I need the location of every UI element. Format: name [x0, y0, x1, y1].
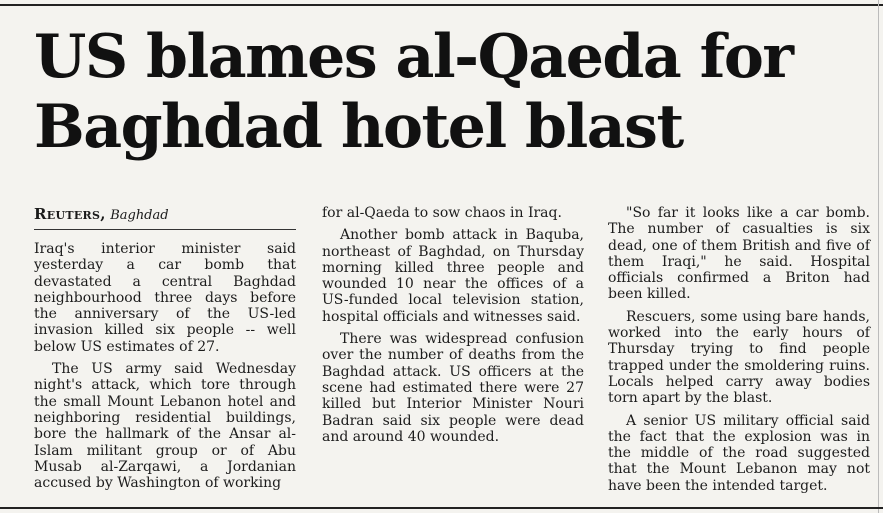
paragraph: Another bomb attack in Baquba, northeast of Baghdad, on Thursday morning killed three people and wounded 10 near the offices of a US-funded local television station, hospital officials and witnesses said.: [322, 227, 584, 325]
byline-agency: Reuters,: [34, 205, 106, 223]
top-rule: [0, 4, 883, 6]
paragraph: A senior US military official said the fact that the explosion was in the middle of the road suggested that the Mount Lebanon may not have been the intended target.: [608, 412, 870, 494]
paragraph: The US army said Wednesday night's attack, which tore through the small Mount Lebanon hotel and neighboring residential buildings, bore the hallmark of the Ansar al-Islam militant group or of Abu Musab al-Zarqawi, a Jordanian accused by Washington of working: [34, 361, 296, 492]
paragraph: Iraq's interior minister said yesterday a car bomb that devastated a central Baghdad neighbourhood three days before the anniversary of the US-led invasion killed six people -- well below US estimates of 27.: [34, 241, 296, 355]
right-edge-rule: [878, 0, 879, 513]
headline-line-2: Baghdad hotel blast: [34, 92, 683, 162]
article-column-2: [322, 205, 584, 445]
byline: [34, 205, 296, 225]
headline-line-1: US blames al-Qaeda for: [34, 22, 793, 92]
bottom-rule: [0, 507, 883, 509]
paragraph: for al-Qaeda to sow chaos in Iraq.: [322, 205, 562, 221]
article-column-1: [34, 241, 296, 491]
paragraph: Rescuers, some using bare hands, worked into the early hours of Thursday trying to find people trapped under the smoldering ruins. Locals helped carry away bodies torn apart by the blast.: [608, 308, 870, 407]
paragraph: "So far it looks like a car bomb. The number of casualties is six dead, one of them British and five of them Iraqi," he said. Hospital officials confirmed a Briton had been killed.: [608, 205, 870, 303]
byline-place: Baghdad: [110, 208, 169, 223]
byline-rule: [34, 229, 296, 230]
headline: [34, 22, 874, 162]
paragraph: There was widespread confusion over the number of deaths from the Baghdad attack. US officers at the scene had estimated there were 27 killed but Interior Minister Nouri Badran said six people were dead and around 40 wounded.: [322, 331, 584, 445]
article-column-3: [608, 205, 870, 494]
